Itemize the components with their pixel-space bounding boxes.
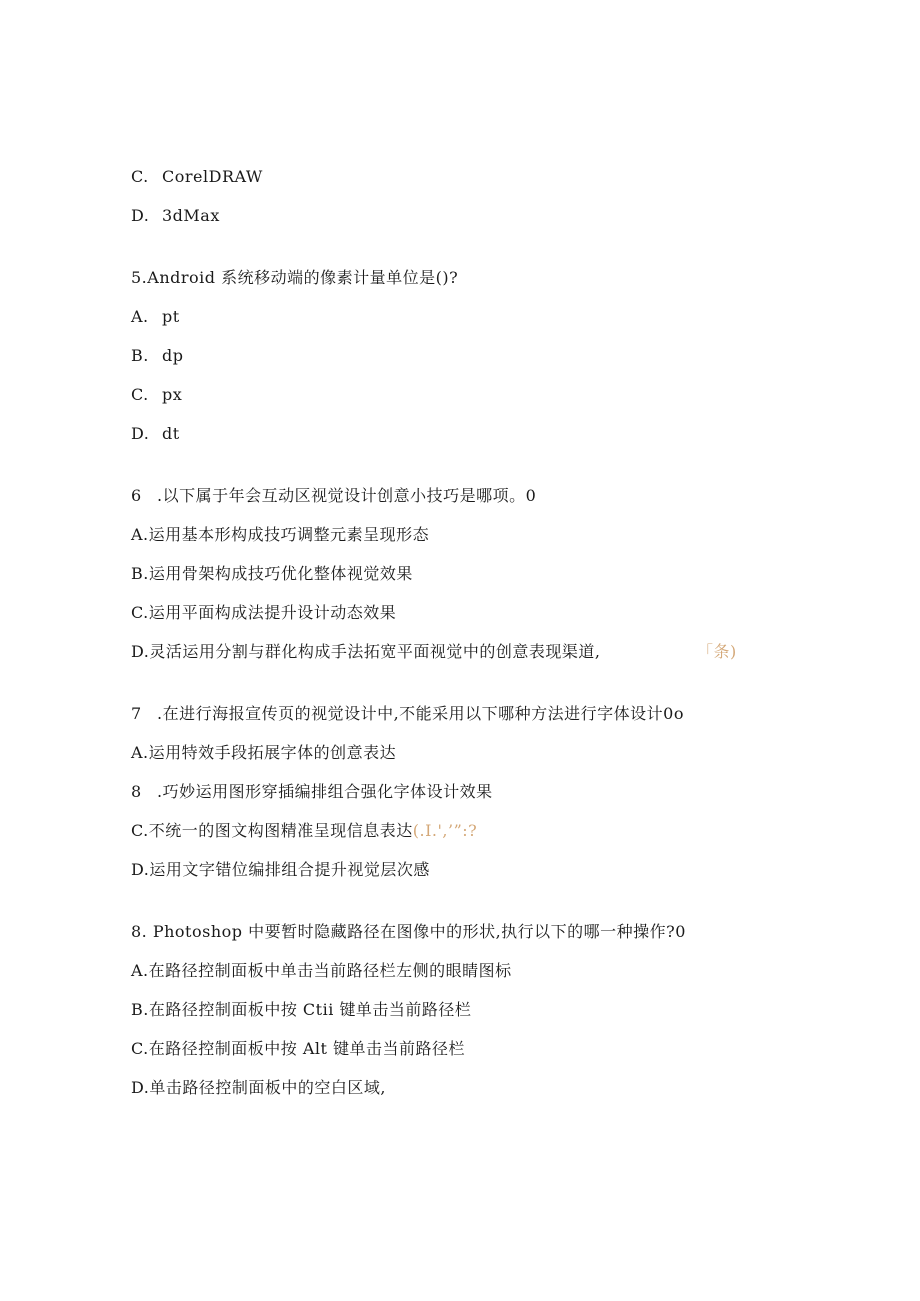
q7-option-a: A.运用特效手段拓展字体的创意表达 [131,743,397,762]
q8-option-d: D.单击路径控制面板中的空白区域, [131,1078,386,1097]
q5-stem: 5.Android 系统移动端的像素计量单位是()? [131,268,459,287]
q6-option-b: B.运用骨架构成技巧优化整体视觉效果 [131,564,413,583]
option-number: 8 [131,782,142,801]
q5-option-b [131,346,183,366]
option-text: pt [162,307,180,326]
option-text: C.不统一的图文构图精准呈现信息表达 [131,821,413,840]
q8-option-c: C.在路径控制面板中按 Alt 键单击当前路径栏 [131,1039,466,1058]
option-text: .巧妙运用图形穿插编排组合强化字体设计效果 [157,782,493,801]
option-text: 3dMax [162,206,220,225]
option-text: dt [162,424,180,443]
q4-option-d [131,206,220,226]
q5-option-c [131,385,182,405]
question-number: 7 [131,704,142,723]
option-mark: (.I.',’”:? [412,821,478,840]
q7-option-c [131,821,477,841]
q4-option-c [131,167,263,187]
question-text: .在进行海报宣传页的视觉设计中,不能采用以下哪种方法进行字体设计0o [157,704,684,723]
q5-option-d [131,424,180,444]
q7-option-d: D.运用文字错位编排组合提升视觉层次感 [131,860,430,879]
option-text: CorelDRAW [162,167,263,186]
question-number: 6 [131,486,142,505]
q8-stem: 8. Photoshop 中要暂时隐藏路径在图像中的形状,执行以下的哪一种操作?0 [131,922,686,941]
q8-option-a: A.在路径控制面板中单击当前路径栏左侧的眼睛图标 [131,961,512,980]
q8-option-b: B.在路径控制面板中按 Ctii 键单击当前路径栏 [131,1000,472,1019]
question-text: .以下属于年会互动区视觉设计创意小技巧是哪项。0 [157,486,537,505]
option-text: dp [162,346,184,365]
option-letter: D. [131,206,150,225]
q6-option-d-mark: 「条) [697,642,737,661]
option-letter: B. [131,346,149,365]
q6-option-d: D.灵活运用分割与群化构成手法拓宽平面视觉中的创意表现渠道, [131,642,601,661]
option-text: px [162,385,183,404]
q7-option-b [131,782,493,802]
option-letter: A. [131,307,149,326]
option-letter: D. [131,424,150,443]
q6-option-a: A.运用基本形构成技巧调整元素呈现形态 [131,525,430,544]
q6-option-c: C.运用平面构成法提升设计动态效果 [131,603,397,622]
option-letter: C. [131,167,149,186]
q6-stem [131,486,536,506]
q5-option-a [131,307,180,327]
option-letter: C. [131,385,149,404]
q7-stem [131,704,684,724]
